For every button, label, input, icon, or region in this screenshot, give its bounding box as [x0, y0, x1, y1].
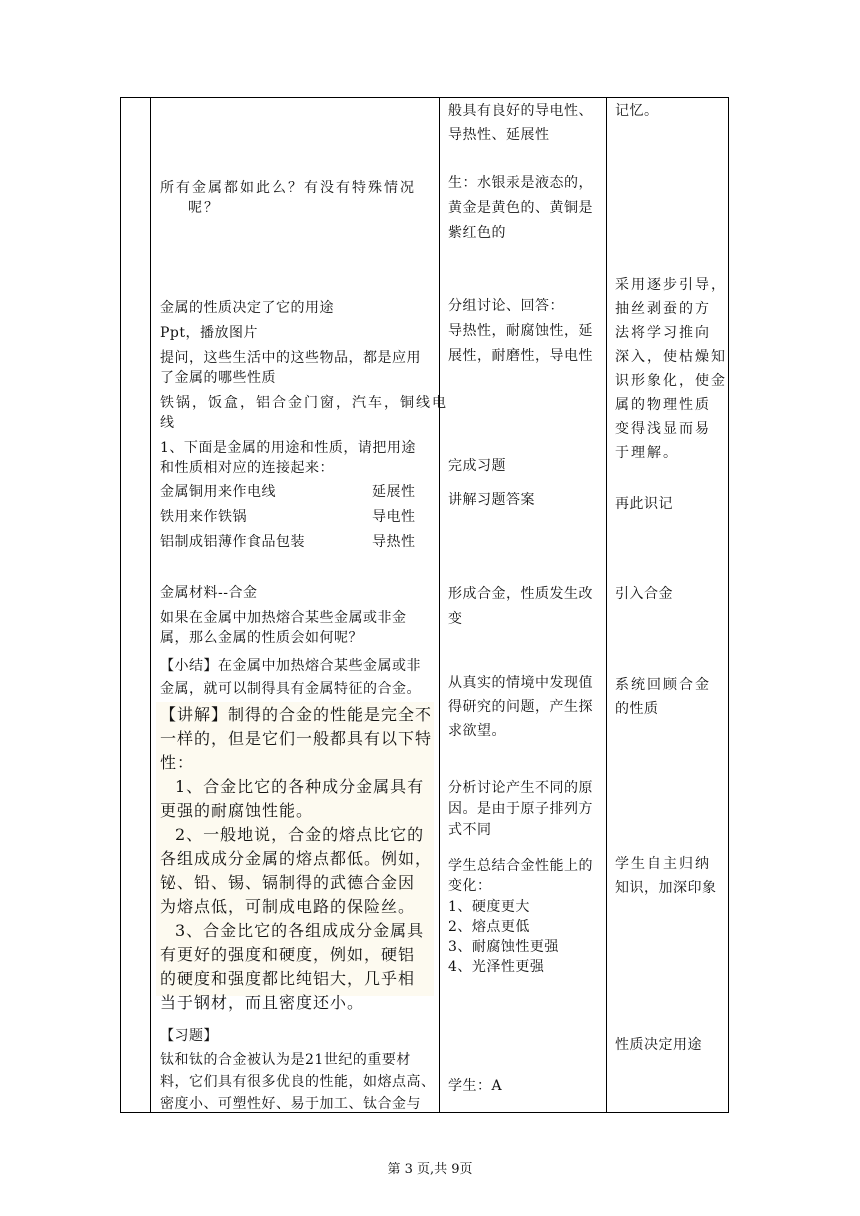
exercise-line-1: 1、下面是金属的用途和性质，请把用途 — [160, 440, 416, 456]
column-divider-1 — [150, 97, 151, 1113]
items-line-2: 线 — [160, 415, 175, 431]
general-line-2: 导热性、延展性 — [448, 127, 550, 143]
match-right-2: 导电性 — [372, 509, 416, 525]
summary-line-2: 金属，就可以制得具有金属特征的合金。 — [160, 681, 421, 697]
discuss-line-1: 分组讨论、回答： — [448, 298, 564, 314]
review-line-1: 系统回顾合金 — [615, 677, 711, 693]
explain-answers: 讲解习题答案 — [448, 492, 535, 508]
point3-line-1: 3、合金比它的各组成成分金属具 — [175, 921, 425, 940]
change-2: 2、熔点更低 — [448, 919, 530, 935]
complete-exercise: 完成习题 — [448, 458, 506, 474]
real-line-3: 求欲望。 — [448, 723, 506, 739]
intro-alloy-note: 引入合金 — [615, 586, 673, 602]
review-line-2: 的性质 — [615, 701, 659, 717]
question-special-line-2: 呢？ — [188, 200, 220, 216]
practice-line-3: 密度小、可塑性好、易于加工、钛合金与 — [160, 1096, 421, 1112]
alloy-question-line-1: 如果在金属中加热熔合某些金属或非金 — [160, 610, 407, 626]
summary-line-1: 【小结】在金属中加热熔合某些金属或非 — [160, 658, 421, 674]
match-right-1: 延展性 — [372, 484, 416, 500]
column-divider-2 — [439, 97, 440, 1113]
change-4: 4、光泽性更强 — [448, 959, 545, 975]
point3-line-3: 的硬度和强度都比纯铝大，几乎相 — [160, 969, 416, 988]
change-3: 3、耐腐蚀性更强 — [448, 939, 559, 955]
self-line-1: 学生自主归纳 — [615, 856, 711, 872]
summary-change-line-2: 变化： — [448, 878, 492, 894]
point2-line-1: 2、一般地说，合金的熔点比它的 — [175, 825, 425, 844]
student-line-2: 黄金是黄色的、黄铜是 — [448, 200, 593, 216]
match-right-3: 导热性 — [372, 534, 416, 550]
match-left-2: 铁用来作铁锅 — [160, 509, 247, 525]
ask-line-2: 了金属的哪些性质 — [160, 370, 276, 386]
student-line-3: 紫红色的 — [448, 225, 506, 241]
ppt-note: Ppt，播放图片 — [160, 325, 259, 341]
point1-line-1: 1、合金比它的各种成分金属具有 — [175, 777, 425, 796]
alloy-form-line-2: 变 — [448, 611, 463, 627]
question-special-line-1: 所有金属都如此么？有没有特殊情况 — [160, 180, 416, 196]
method-line-8: 于理解。 — [615, 445, 679, 461]
table-border-right — [728, 97, 729, 1113]
real-line-2: 得研究的问题，产生探 — [448, 699, 593, 715]
ask-line-1: 提问，这些生活中的这些物品，都是应用 — [160, 350, 421, 366]
lecture-line-1: 【讲解】制得的合金的性能是完全不 — [160, 705, 433, 724]
point2-line-4: 为熔点低，可制成电路的保险丝。 — [160, 897, 416, 916]
point3-line-2: 有更好的强度和硬度，例如，硬铝 — [160, 945, 416, 964]
method-line-3: 法将学习推向 — [615, 325, 711, 341]
match-left-1: 金属铜用来作电线 — [160, 484, 276, 500]
lecture-line-3: 性： — [160, 753, 195, 772]
analysis-line-2: 因。是由于原子排列方 — [448, 801, 593, 817]
table-border-left — [120, 97, 121, 1113]
discuss-line-3: 展性，耐磨性，导电性 — [448, 348, 593, 364]
analysis-line-1: 分析讨论产生不同的原 — [448, 780, 593, 796]
recall-note: 再此识记 — [615, 496, 673, 512]
alloy-form-line-1: 形成合金，性质发生改 — [448, 586, 593, 602]
method-line-2: 抽丝剥蚕的方 — [615, 301, 711, 317]
practice-line-1: 钛和钛的合金被认为是21世纪的重要材 — [160, 1052, 411, 1068]
change-1: 1、硬度更大 — [448, 899, 530, 915]
student-answer: 学生：A — [448, 1078, 503, 1094]
method-line-1: 采用逐步引导， — [615, 277, 727, 293]
point2-line-3: 铋、铅、锡、镉制得的武德合金因 — [160, 873, 416, 892]
exercise-line-2: 和性质相对应的连接起来： — [160, 460, 334, 476]
point3-line-4: 当于钢材，而且密度还小。 — [160, 993, 365, 1012]
summary-change-line-1: 学生总结合金性能上的 — [448, 858, 593, 874]
general-line-1: 般具有良好的导电性、 — [448, 103, 593, 119]
method-line-6: 属的物理性质 — [615, 397, 711, 413]
point2-line-2: 各组成成分金属的熔点都低。例如， — [160, 849, 433, 868]
practice-title: 【习题】 — [160, 1028, 218, 1044]
alloy-question-line-2: 属，那么金属的性质会如何呢？ — [160, 630, 363, 646]
lecture-line-2: 一样的，但是它们一般都具有以下特 — [160, 729, 433, 748]
items-line-1: 铁锅，饭盒，铝合金门窗，汽车，铜线电 — [160, 395, 448, 411]
memory-note: 记忆。 — [615, 103, 659, 119]
match-left-3: 铝制成铝薄作食品包装 — [160, 534, 305, 550]
method-line-4: 深入，使枯燥知 — [615, 349, 727, 365]
point1-line-2: 更强的耐腐蚀性能。 — [160, 801, 314, 820]
method-line-7: 变得浅显而易 — [615, 421, 711, 437]
column-divider-3 — [606, 97, 607, 1113]
method-line-5: 识形象化，使金 — [615, 373, 727, 389]
page-footer: 第 3 页,共 9页 — [387, 1162, 473, 1177]
alloy-title: 金属材料--合金 — [160, 585, 258, 601]
uses-title: 金属的性质决定了它的用途 — [160, 300, 334, 316]
table-border-top — [120, 97, 729, 98]
analysis-line-3: 式不同 — [448, 822, 492, 838]
student-line-1: 生：水银汞是液态的， — [448, 175, 593, 191]
discuss-line-2: 导热性，耐腐蚀性，延 — [448, 323, 593, 339]
nature-note: 性质决定用途 — [615, 1037, 702, 1053]
real-line-1: 从真实的情境中发现值 — [448, 675, 593, 691]
practice-line-2: 料，它们具有很多优良的性能，如熔点高、 — [160, 1074, 436, 1090]
self-line-2: 知识，加深印象 — [615, 880, 717, 896]
